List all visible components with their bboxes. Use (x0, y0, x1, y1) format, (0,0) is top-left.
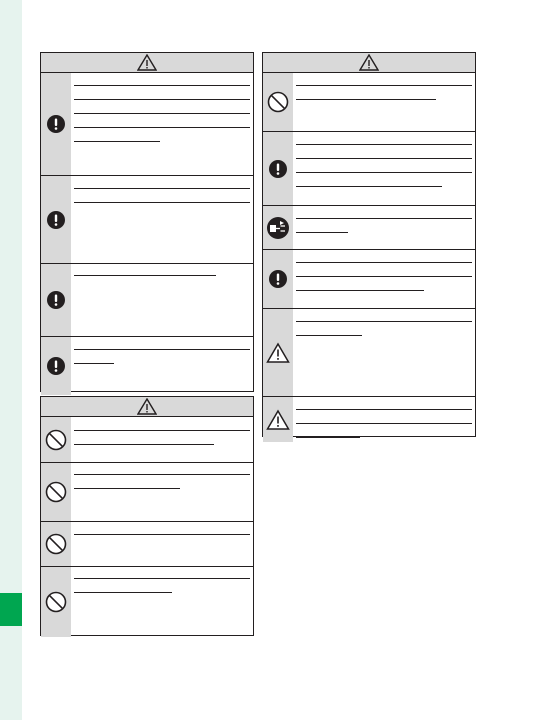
warning-row (263, 397, 475, 442)
panel-header (263, 53, 475, 73)
warning-row (41, 264, 253, 337)
warning-row (263, 250, 475, 309)
mandatory-action-icon (47, 357, 65, 375)
warning-triangle-icon (137, 54, 157, 71)
caution-icon (266, 409, 290, 430)
prohibited-icon (45, 533, 67, 555)
mandatory-action-icon (269, 160, 287, 178)
warning-row (41, 417, 253, 463)
warning-row (263, 73, 475, 132)
prohibited-icon (45, 429, 67, 451)
warning-row (41, 337, 253, 395)
panel-header (41, 53, 253, 73)
warning-row (41, 567, 253, 637)
prohibited-icon (45, 591, 67, 613)
section-tab[interactable] (0, 593, 22, 626)
warning-row (263, 132, 475, 206)
mandatory-action-icon (47, 211, 65, 229)
warning-row (263, 309, 475, 397)
prohibited-icon (267, 91, 289, 113)
caution-icon (266, 342, 290, 363)
warning-row (41, 463, 253, 522)
mandatory-action-icon (269, 270, 287, 288)
warning-triangle-icon (359, 54, 379, 71)
panel-header (41, 397, 253, 417)
warning-panel-left-top (40, 52, 254, 392)
unplug-icon (267, 217, 289, 239)
warning-panel-left-bottom (40, 396, 254, 636)
mandatory-action-icon (47, 115, 65, 133)
warning-panel-right (262, 52, 476, 437)
warning-row (41, 522, 253, 567)
warning-row (41, 176, 253, 264)
mandatory-action-icon (47, 291, 65, 309)
warning-row (41, 73, 253, 176)
warning-triangle-icon (137, 398, 157, 415)
warning-row (263, 206, 475, 250)
prohibited-icon (45, 481, 67, 503)
